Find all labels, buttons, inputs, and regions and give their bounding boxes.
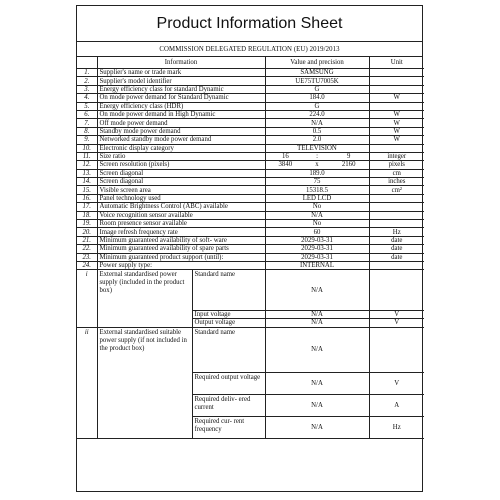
info-cell: Supplier's name or trade mark <box>97 69 265 77</box>
row-number: 9. <box>77 136 97 144</box>
row-number: 18. <box>77 211 97 219</box>
unit-cell: W <box>369 110 424 118</box>
value-cell: TELEVISION <box>265 144 369 152</box>
info-cell: Networked standby mode power demand <box>97 136 265 144</box>
table-row <box>77 102 424 110</box>
info-cell: Panel technology used <box>97 194 265 202</box>
table-row <box>77 136 424 144</box>
info-cell: Visible screen area <box>97 186 265 194</box>
row-number: 8. <box>77 127 97 135</box>
table-row <box>77 77 424 85</box>
table-header-row <box>77 57 424 69</box>
value-cell: 2029-03-31 <box>265 245 369 253</box>
value-cell: 224.0 <box>265 110 369 118</box>
value-cell: G <box>265 85 369 93</box>
row-number: 1. <box>77 69 97 77</box>
row-number: 23. <box>77 253 97 261</box>
table-row <box>77 220 424 228</box>
info-cell: Standby mode power demand <box>97 127 265 135</box>
value-cell: N/A <box>265 270 369 311</box>
info-cell: Energy efficiency class for standard Dynamic <box>97 85 265 93</box>
table-row <box>77 194 424 202</box>
value-cell: N/A <box>265 416 369 438</box>
value-cell: N/A <box>265 394 369 416</box>
info-cell: Minimum guaranteed availability of spare parts <box>97 245 265 253</box>
unit-cell <box>369 327 424 372</box>
unit-cell <box>369 194 424 202</box>
row-number: 5. <box>77 102 97 110</box>
value-cell: N/A <box>265 319 369 327</box>
row-number: 7. <box>77 119 97 127</box>
row-number: 13. <box>77 169 97 177</box>
table-row <box>77 161 424 169</box>
value-cell: SAMSUNG <box>265 69 369 77</box>
unit-cell <box>369 144 424 152</box>
row-number: 22. <box>77 245 97 253</box>
unit-cell: W <box>369 94 424 102</box>
value-cell: INTERNAL <box>265 261 369 269</box>
table-row <box>77 178 424 186</box>
info-cell: Screen diagonal <box>97 178 265 186</box>
value-cell: 15318.5 <box>265 186 369 194</box>
table-row <box>77 327 424 372</box>
info-cell: Electronic display category <box>97 144 265 152</box>
info-cell: Image refresh frequency rate <box>97 228 265 236</box>
table-row <box>77 253 424 261</box>
row-number: 24. <box>77 261 97 269</box>
unit-cell <box>369 270 424 311</box>
unit-cell: inches <box>369 178 424 186</box>
unit-cell <box>369 220 424 228</box>
page-title: Product Information Sheet <box>77 6 422 42</box>
unit-cell: date <box>369 236 424 244</box>
sub-label: Required cur- rent frequency <box>192 416 265 438</box>
external-supply-label: External standardised suitable power supply (if not included in the product box) <box>97 327 192 438</box>
row-number: ii <box>77 327 97 438</box>
unit-cell: V <box>369 310 424 318</box>
table-row <box>77 69 424 77</box>
sub-label: Standard name <box>192 270 265 311</box>
unit-cell <box>369 102 424 110</box>
sub-label: Required deliv- ered current <box>192 394 265 416</box>
table-row <box>77 119 424 127</box>
row-number: 17. <box>77 203 97 211</box>
info-cell: Size ratio <box>97 152 265 160</box>
row-number: 21. <box>77 236 97 244</box>
info-cell: On mode power demand for Standard Dynamic <box>97 94 265 102</box>
row-number: 14. <box>77 178 97 186</box>
unit-cell: Hz <box>369 228 424 236</box>
value-cell: 3840 x 2160 <box>265 161 369 169</box>
table-row <box>77 110 424 118</box>
row-number: 19. <box>77 220 97 228</box>
external-supply-label: External standardised power supply (included in the product box) <box>97 270 192 327</box>
value-cell: N/A <box>265 211 369 219</box>
value-cell: N/A <box>265 372 369 394</box>
unit-cell: cm <box>369 169 424 177</box>
value-cell: G <box>265 102 369 110</box>
unit-cell: W <box>369 136 424 144</box>
value-cell: 75 <box>265 178 369 186</box>
info-cell: On mode power demand in High Dynamic <box>97 110 265 118</box>
table-row <box>77 270 424 311</box>
table-row <box>77 245 424 253</box>
unit-cell <box>369 211 424 219</box>
value-cell: 16 : 9 <box>265 152 369 160</box>
table-row <box>77 228 424 236</box>
table-row <box>77 169 424 177</box>
unit-cell: W <box>369 127 424 135</box>
unit-cell: cm² <box>369 186 424 194</box>
unit-cell: V <box>369 372 424 394</box>
value-cell: LED LCD <box>265 194 369 202</box>
value-cell: 189.0 <box>265 169 369 177</box>
value-cell: 2029-03-31 <box>265 253 369 261</box>
regulation-header: COMMISSION DELEGATED REGULATION (EU) 2019/2013 <box>77 42 422 57</box>
value-cell: 0.5 <box>265 127 369 135</box>
header-value: Value and precision <box>265 57 369 69</box>
table-row <box>77 186 424 194</box>
value-cell: N/A <box>265 327 369 372</box>
info-cell: Energy efficiency class (HDR) <box>97 102 265 110</box>
row-number: 12. <box>77 161 97 169</box>
unit-cell <box>369 77 424 85</box>
value-cell: No <box>265 203 369 211</box>
unit-cell: date <box>369 253 424 261</box>
value-cell: 60 <box>265 228 369 236</box>
sub-label: Input voltage <box>192 310 265 318</box>
info-cell: Off mode power demand <box>97 119 265 127</box>
row-number: 2. <box>77 77 97 85</box>
table-row <box>77 261 424 269</box>
sub-label: Standard name <box>192 327 265 372</box>
table-row <box>77 144 424 152</box>
header-unit: Unit <box>369 57 424 69</box>
row-number: 16. <box>77 194 97 202</box>
value-cell: 2.0 <box>265 136 369 144</box>
row-number: 6. <box>77 110 97 118</box>
row-number: 3. <box>77 85 97 93</box>
unit-cell <box>369 85 424 93</box>
product-information-sheet <box>76 5 423 492</box>
unit-cell: V <box>369 319 424 327</box>
info-cell: Screen resolution (pixels) <box>97 161 265 169</box>
unit-cell <box>369 261 424 269</box>
sub-label: Required output voltage <box>192 372 265 394</box>
info-cell: Automatic Brightness Control (ABC) available <box>97 203 265 211</box>
table-row <box>77 211 424 219</box>
row-number: i <box>77 270 97 327</box>
value-cell: N/A <box>265 310 369 318</box>
value-cell: 2029-03-31 <box>265 236 369 244</box>
info-cell: Supplier's model identifier <box>97 77 265 85</box>
table-row <box>77 127 424 135</box>
unit-cell: integer <box>369 152 424 160</box>
info-cell: Power supply type: <box>97 261 265 269</box>
row-number: 15. <box>77 186 97 194</box>
unit-cell: pixels <box>369 161 424 169</box>
value-cell: N/A <box>265 119 369 127</box>
sub-label: Output voltage <box>192 319 265 327</box>
unit-cell: A <box>369 394 424 416</box>
unit-cell: W <box>369 119 424 127</box>
info-cell: Screen diagonal <box>97 169 265 177</box>
unit-cell <box>369 69 424 77</box>
row-number: 4. <box>77 94 97 102</box>
info-table <box>77 57 424 439</box>
table-row <box>77 94 424 102</box>
value-cell: 184.0 <box>265 94 369 102</box>
table-row <box>77 85 424 93</box>
info-cell: Minimum guaranteed availability of soft- ware <box>97 236 265 244</box>
unit-cell: Hz <box>369 416 424 438</box>
info-cell: Minimum guaranteed product support (until): <box>97 253 265 261</box>
table-row <box>77 203 424 211</box>
row-number: 20. <box>77 228 97 236</box>
value-cell: UE75TU7005K <box>265 77 369 85</box>
header-information: Information <box>97 57 265 69</box>
unit-cell: date <box>369 245 424 253</box>
info-cell: Voice recognition sensor available <box>97 211 265 219</box>
table-row <box>77 236 424 244</box>
table-row <box>77 152 424 160</box>
info-cell: Room presence sensor available <box>97 220 265 228</box>
row-number: 11. <box>77 152 97 160</box>
unit-cell <box>369 203 424 211</box>
value-cell: No <box>265 220 369 228</box>
row-number: 10. <box>77 144 97 152</box>
